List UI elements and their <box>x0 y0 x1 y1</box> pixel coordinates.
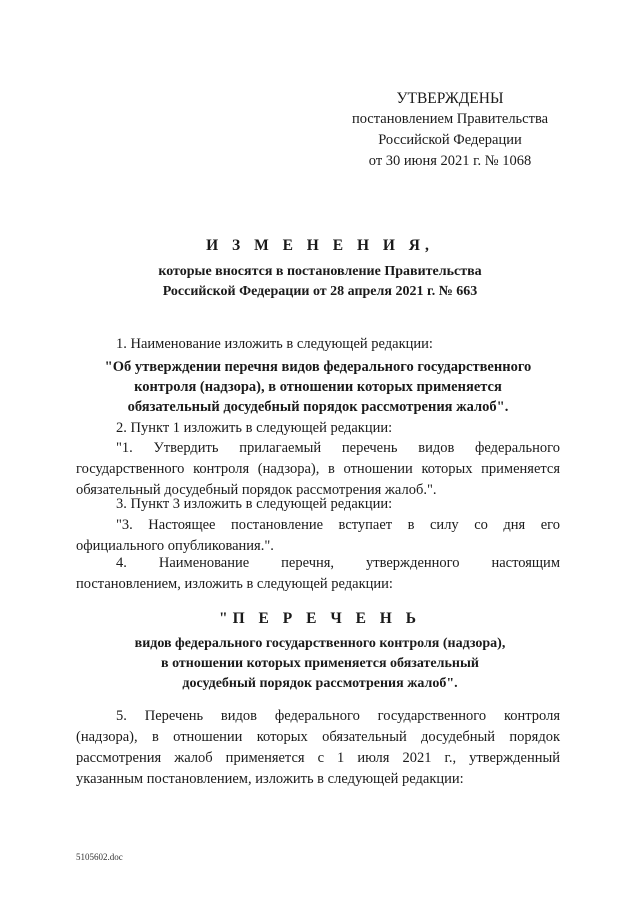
item-5-line: (надзора), в отношении которых обязательный досудебный порядок <box>76 729 560 745</box>
list-title: "П Е Р Е Ч Е Н Ь <box>219 610 421 627</box>
approval-title: УТВЕРЖДЕНЫ <box>396 90 504 107</box>
item-5-line: указанным постановлением, изложить в следующей редакции: <box>76 771 464 787</box>
item-3: 3. Пункт 3 изложить в следующей редакции: <box>116 496 393 512</box>
changes-subtitle <box>80 262 560 302</box>
item-3-quote <box>76 515 560 557</box>
quote-line: официального опубликования.". <box>76 538 274 554</box>
item-2: 2. Пункт 1 изложить в следующей редакции: <box>116 420 393 436</box>
changes-title: И З М Е Н Е Н И Я, <box>206 237 434 254</box>
list-subtitle-line: в отношении которых применяется обязательный <box>161 656 479 671</box>
quote-line: "1. Утвердить прилагаемый перечень видов федерального <box>116 440 560 456</box>
list-subtitle-line: досудебный порядок рассмотрения жалоб". <box>182 676 458 691</box>
item-1: 1. Наименование изложить в следующей редакции: <box>116 336 433 352</box>
item-5-line: рассмотрения жалоб применяется с 1 июля 2021 г., утвержденный <box>76 750 560 766</box>
changes-subtitle-line: которые вносятся в постановление Правительства <box>158 264 482 279</box>
changes-subtitle-line: Российской Федерации от 28 апреля 2021 г. № 663 <box>162 284 478 299</box>
quote-line: государственного контроля (надзора), в отношении которых применяется <box>76 461 560 477</box>
quote-line: обязательный досудебный порядок рассмотрения жалоб". <box>127 399 509 415</box>
list-subtitle <box>80 634 560 694</box>
item-5 <box>76 706 560 790</box>
item-4-line: постановлением, изложить в следующей редакции: <box>76 576 393 592</box>
document-id: 5105602.doc <box>76 852 123 862</box>
item-2-quote <box>76 438 560 501</box>
item-4 <box>76 553 560 595</box>
item-4-line: 4. Наименование перечня, утвержденного настоящим <box>116 555 560 571</box>
quote-line: контроля (надзора), в отношении которых применяется <box>134 379 502 395</box>
approval-block <box>330 88 570 172</box>
quote-line: "3. Настоящее постановление вступает в силу со дня его <box>116 517 560 533</box>
list-subtitle-line: видов федерального государственного контроля (надзора), <box>134 636 506 651</box>
quote-line: обязательный досудебный порядок рассмотрения жалоб.". <box>76 482 437 498</box>
item-1-quote <box>76 357 560 417</box>
quote-line: "Об утверждении перечня видов федерального государственного <box>104 359 532 375</box>
item-5-line: 5. Перечень видов федерального государственного контроля <box>116 708 560 724</box>
approval-line: постановлением Правительства <box>351 111 549 127</box>
approval-date: от 30 июня 2021 г. № 1068 <box>368 153 532 169</box>
approval-line: Российской Федерации <box>378 132 522 148</box>
